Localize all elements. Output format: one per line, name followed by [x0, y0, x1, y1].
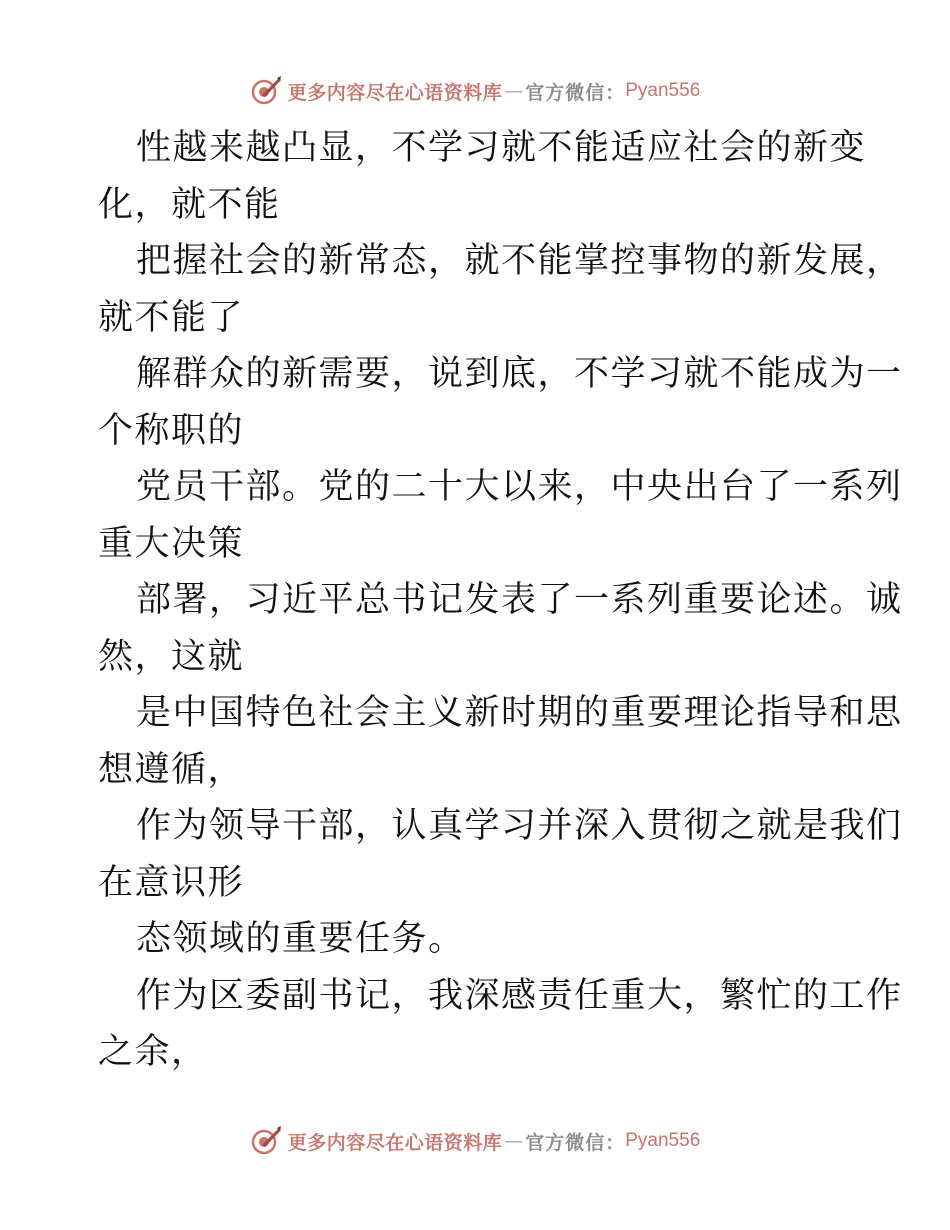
text-line: 在意识形	[98, 862, 245, 903]
text-line: 之余，	[98, 1032, 208, 1072]
text-line: 作为领导干部，认真学习并深入贯彻之就是我们	[136, 806, 903, 846]
footer-dash: —	[504, 1130, 524, 1152]
footer-wechat-label: 官方微信：	[525, 1131, 626, 1154]
quill-seal-icon	[250, 75, 282, 107]
text-line: 作为区委副书记，我深感责任重大，繁忙的工作	[136, 975, 903, 1016]
header-wechat-id: Pyan556	[625, 80, 701, 101]
text-line: 化，就不能	[98, 184, 281, 225]
text-line: 是中国特色社会主义新时期的重要理论指导和思	[136, 693, 903, 733]
text-line: 党员干部。党的二十大以来，中央出台了一系列	[136, 467, 903, 507]
text-line: 部署，习近平总书记发表了一系列重要论述。诚	[136, 580, 903, 620]
text-line: 重大决策	[98, 523, 245, 564]
text-line: 态领域的重要任务。	[136, 919, 465, 959]
text-line: 然，这就	[98, 636, 245, 677]
header-dash: —	[504, 80, 524, 102]
footer-wechat-id: Pyan556	[625, 1130, 701, 1151]
header-site-name: 更多内容尽在心语资料库	[287, 81, 503, 104]
footer-site-name: 更多内容尽在心语资料库	[287, 1131, 503, 1154]
document-body	[98, 120, 903, 1081]
header-banner	[0, 74, 950, 108]
text-line: 想遵循，	[98, 749, 245, 790]
header-wechat-label: 官方微信：	[525, 81, 626, 104]
text-line: 个称职的	[98, 410, 245, 451]
text-line: 解群众的新需要，说到底，不学习就不能成为一	[136, 354, 903, 394]
text-line: 把握社会的新常态，就不能掌控事物的新发展，	[136, 241, 903, 281]
text-line: 性越来越凸显，不学习就不能适应社会的新变	[136, 128, 867, 168]
quill-seal-icon	[250, 1125, 282, 1157]
text-line: 就不能了	[98, 297, 245, 338]
footer-banner	[0, 1124, 950, 1158]
